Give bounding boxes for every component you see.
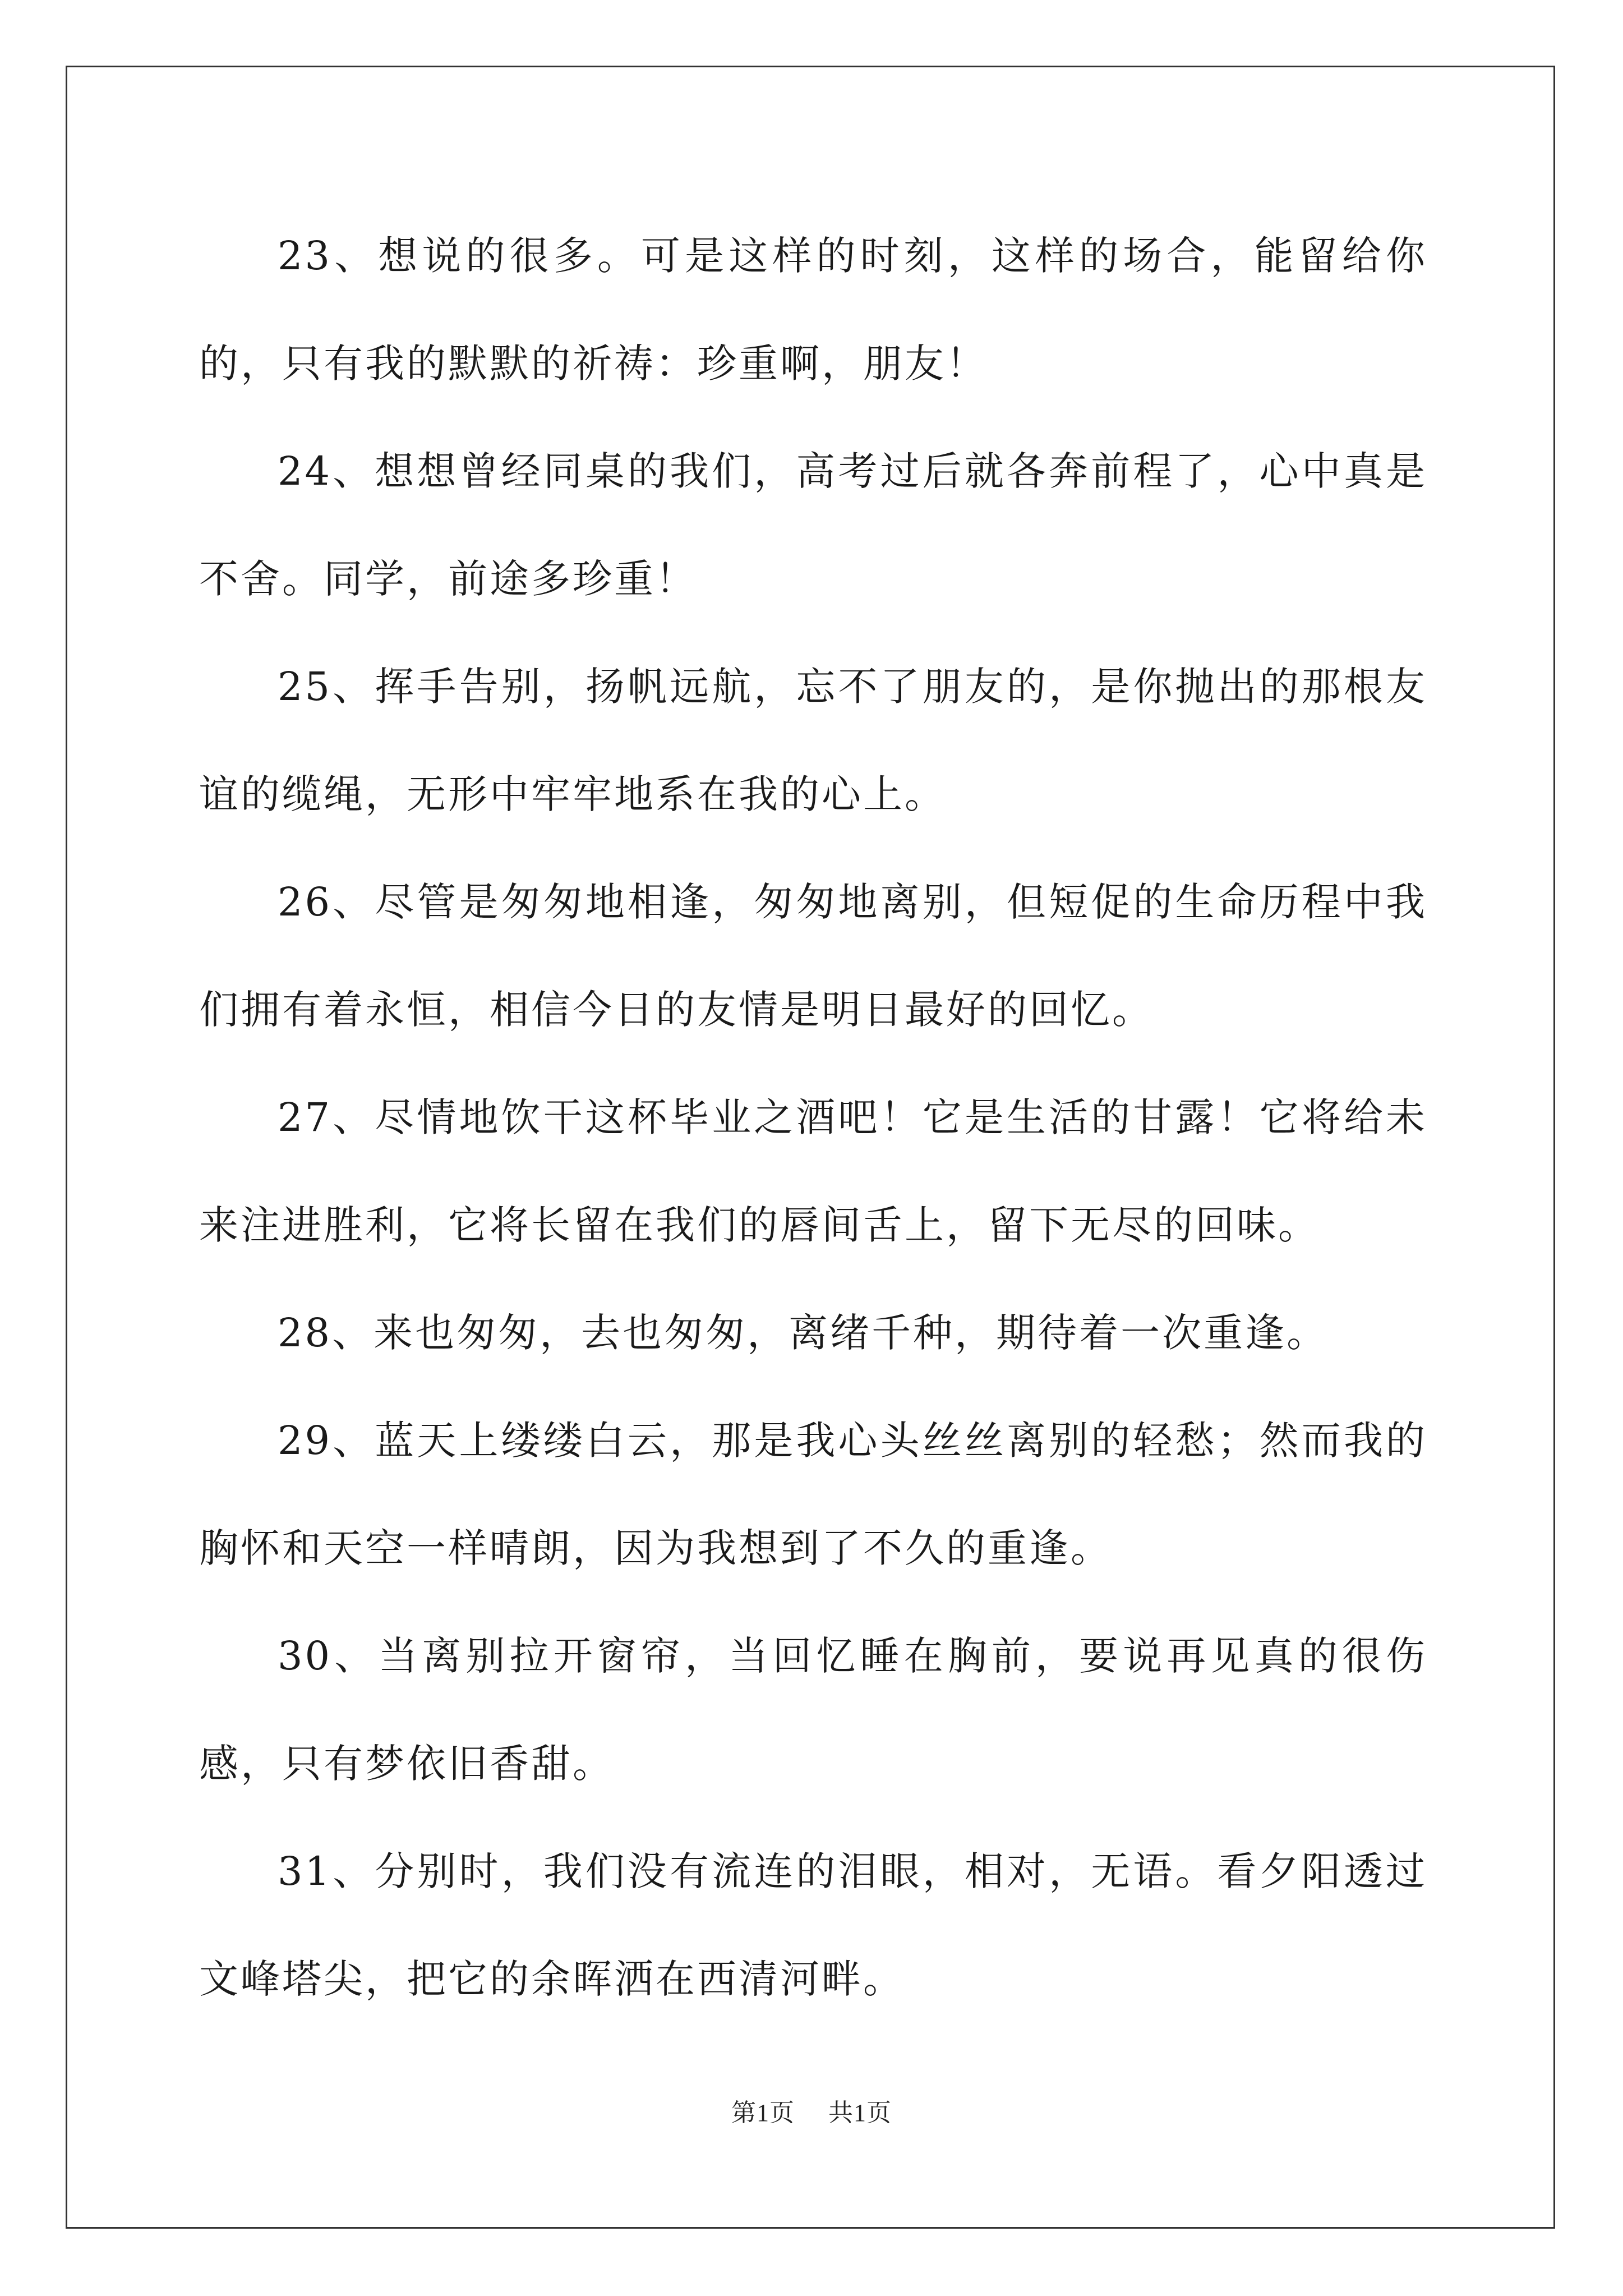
page-number-total: 共1页 [828,2099,892,2127]
paragraph-28: 28、来也匆匆，去也匆匆，离绪千种，期待着一次重逢。 [278,1310,1329,1356]
paragraph-27: 27、尽情地饮干这杯毕业之酒吧！它是生活的甘露！它将给未来注进胜利，它将长留在我们的唇间舌上，留下无尽的回味。 [199,1094,1427,1248]
page-number-current: 第1页 [731,2099,795,2127]
page-footer [0,2092,1623,2128]
paragraph-30: 30、当离别拉开窗帘，当回忆睡在胸前，要说再见真的很伤感，只有梦依旧香甜。 [199,1633,1427,1787]
paragraph-24: 24、想想曾经同桌的我们，高考过后就各奔前程了，心中真是不舍。同学，前途多珍重！ [199,448,1427,602]
paragraph-26: 26、尽管是匆匆地相逢，匆匆地离别，但短促的生命历程中我们拥有着永恒，相信今日的友情是明日最好的回忆。 [199,879,1427,1033]
paragraph-29: 29、蓝天上缕缕白云，那是我心头丝丝离别的轻愁；然而我的胸怀和天空一样晴朗，因为我想到了不久的重逢。 [199,1418,1427,1571]
paragraph-23: 23、想说的很多。可是这样的时刻，这样的场合，能留给你的，只有我的默默的祈祷：珍重啊，朋友！ [199,233,1427,386]
document-body [199,202,1427,2033]
paragraph-25: 25、挥手告别，扬帆远航，忘不了朋友的，是你抛出的那根友谊的缆绳，无形中牢牢地系在我的心上。 [199,664,1427,817]
paragraph-31: 31、分别时，我们没有流连的泪眼，相对，无语。看夕阳透过文峰塔尖，把它的余晖洒在西清河畔。 [199,1848,1427,2002]
